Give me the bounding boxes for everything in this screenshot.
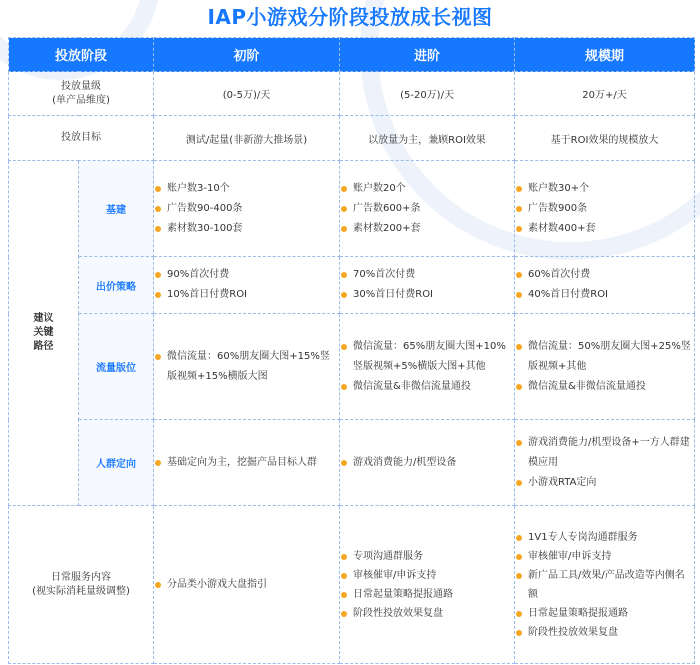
bidding-label: 出价策略 — [79, 257, 154, 314]
foundation-label: 基建 — [79, 161, 154, 257]
list-item: 微信流量&非微信流量通投 — [340, 377, 514, 397]
service-label-line1: 日常服务内容 — [51, 571, 111, 583]
list-item: 70%首次付费 — [340, 265, 514, 285]
list-item: 微信流量：65%朋友圈大图+10%竖版视频+5%横版大图+其他 — [340, 337, 514, 377]
list-item: 日常起量策略提报通路 — [340, 585, 514, 604]
list-item: 素材数200+套 — [340, 219, 514, 239]
goal-label: 投放目标 — [9, 116, 154, 161]
list-item: 阶段性投放效果复盘 — [340, 604, 514, 623]
bidding-advanced — [340, 257, 515, 314]
header-advanced: 进阶 — [340, 38, 515, 72]
bidding-row — [9, 257, 695, 314]
bidding-scale — [515, 257, 695, 314]
traffic-label: 流量版位 — [79, 314, 154, 420]
goal-advanced: 以放量为主，兼顾ROI效果 — [340, 116, 515, 161]
foundation-initial — [154, 161, 340, 257]
list-item: 日常起量策略提报通路 — [515, 604, 694, 623]
service-advanced — [340, 506, 515, 664]
audience-initial — [154, 420, 340, 506]
header-scale: 规模期 — [515, 38, 695, 72]
bidding-initial — [154, 257, 340, 314]
foundation-row — [9, 161, 695, 257]
volume-label-line1: 投放量级 — [61, 80, 101, 92]
list-item: 审核催审/申诉支持 — [340, 566, 514, 585]
list-item: 广告数90-400条 — [154, 199, 339, 219]
volume-scale: 20万+/天 — [515, 72, 695, 116]
list-item: 阶段性投放效果复盘 — [515, 623, 694, 642]
list-item: 素材数30-100套 — [154, 219, 339, 239]
foundation-advanced — [340, 161, 515, 257]
volume-advanced: (5-20万)/天 — [340, 72, 515, 116]
goal-row — [9, 116, 695, 161]
service-label — [9, 506, 154, 664]
traffic-row — [9, 314, 695, 420]
audience-scale — [515, 420, 695, 506]
key-path-line1: 建议 — [33, 313, 54, 324]
header-stage: 投放阶段 — [9, 38, 154, 72]
stage-table — [8, 37, 695, 664]
list-item: 审核催审/申诉支持 — [515, 547, 694, 566]
list-item: 1V1专人专岗沟通群服务 — [515, 528, 694, 547]
list-item: 账户数3-10个 — [154, 179, 339, 199]
list-item: 新广品工具/效果/产品改造等内侧名额 — [515, 566, 694, 604]
volume-initial: (0-5万)/天 — [154, 72, 340, 116]
volume-label-line2: (单产品维度) — [52, 94, 110, 106]
audience-row — [9, 420, 695, 506]
list-item: 账户数30+个 — [515, 179, 694, 199]
list-item: 游戏消费能力/机型设备 — [340, 453, 514, 473]
list-item: 广告数600+条 — [340, 199, 514, 219]
list-item: 分品类小游戏大盘指引 — [154, 575, 339, 595]
traffic-scale — [515, 314, 695, 420]
key-path-line2: 关键 — [33, 327, 54, 338]
key-path-group-label — [9, 161, 79, 506]
list-item: 账户数20个 — [340, 179, 514, 199]
list-item: 10%首日付费ROI — [154, 285, 339, 305]
goal-initial: 测试/起量(非新游大推场景) — [154, 116, 340, 161]
foundation-scale — [515, 161, 695, 257]
list-item: 游戏消费能力/机型设备+一方人群建模应用 — [515, 433, 694, 473]
list-item: 专项沟通群服务 — [340, 547, 514, 566]
list-item: 微信流量：50%朋友圈大图+25%竖版视频+其他 — [515, 337, 694, 377]
list-item: 微信流量&非微信流量通投 — [515, 377, 694, 397]
list-item: 90%首次付费 — [154, 265, 339, 285]
service-scale — [515, 506, 695, 664]
audience-label: 人群定向 — [79, 420, 154, 506]
volume-row — [9, 72, 695, 116]
header-initial: 初阶 — [154, 38, 340, 72]
list-item: 60%首次付费 — [515, 265, 694, 285]
goal-scale: 基于ROI效果的规模放大 — [515, 116, 695, 161]
list-item: 30%首日付费ROI — [340, 285, 514, 305]
traffic-initial — [154, 314, 340, 420]
list-item: 小游戏RTA定向 — [515, 473, 694, 493]
list-item: 广告数900条 — [515, 199, 694, 219]
page-title: IAP小游戏分阶段投放成长视图 — [207, 5, 493, 29]
list-item: 40%首日付费ROI — [515, 285, 694, 305]
traffic-advanced — [340, 314, 515, 420]
audience-advanced — [340, 420, 515, 506]
list-item: 素材数400+套 — [515, 219, 694, 239]
list-item: 基础定向为主，挖掘产品目标人群 — [154, 453, 339, 473]
service-label-line2: (视实际消耗量级调整) — [32, 585, 130, 597]
header-row — [9, 38, 695, 72]
key-path-line3: 路径 — [33, 341, 54, 352]
service-row — [9, 506, 695, 664]
volume-label — [9, 72, 154, 116]
service-initial — [154, 506, 340, 664]
list-item: 微信流量：60%朋友圈大图+15%竖版视频+15%横版大图 — [154, 347, 339, 387]
